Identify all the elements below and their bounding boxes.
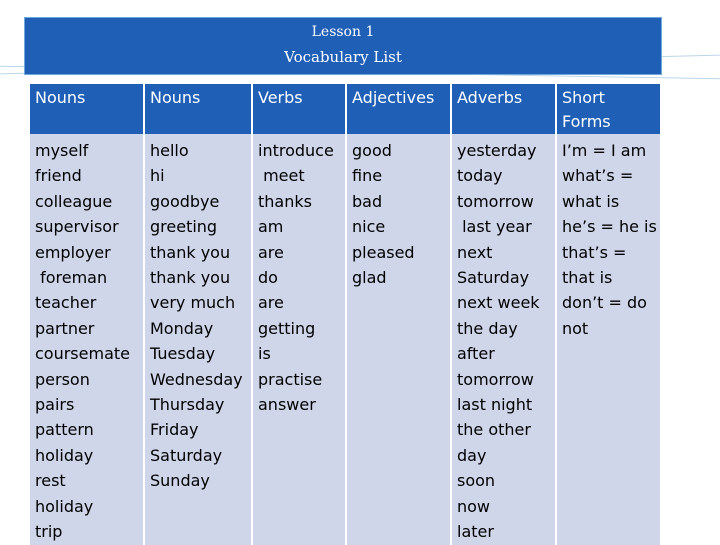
lesson-title: Lesson 1	[311, 24, 375, 40]
word: soon	[457, 471, 496, 491]
word: am	[258, 217, 284, 237]
word: don’t = do	[562, 293, 647, 313]
word: goodbye	[150, 191, 220, 211]
word: Friday	[150, 420, 199, 440]
word: Wednesday	[150, 369, 243, 389]
word: very much	[150, 293, 236, 313]
column-nouns-2	[144, 134, 252, 545]
column-header-adjectives: Adjectives	[346, 84, 451, 134]
word: Monday	[150, 318, 214, 338]
word: Tuesday	[150, 344, 216, 364]
word: holiday	[35, 445, 94, 465]
word: hello	[150, 141, 189, 160]
word: what is	[562, 191, 620, 211]
word: that is	[562, 268, 613, 288]
word: next	[457, 242, 493, 262]
word: foreman	[35, 268, 108, 288]
word: the day	[457, 318, 518, 338]
word: trip	[35, 522, 63, 542]
word: thank you	[150, 268, 231, 288]
word: Saturday	[457, 268, 530, 288]
word: meet	[258, 166, 305, 186]
word: coursemate	[35, 344, 130, 364]
word: last night	[457, 395, 533, 415]
word: the other	[457, 420, 531, 440]
word: after	[457, 344, 495, 364]
word: tomorrow	[457, 191, 534, 211]
word: what’s =	[562, 166, 634, 186]
word: I’m = I am	[562, 141, 647, 160]
word: thanks	[258, 191, 312, 211]
word: pairs	[35, 395, 75, 415]
word: answer	[258, 395, 316, 415]
word: fine	[352, 166, 383, 186]
word: day	[457, 445, 487, 465]
word: getting	[258, 318, 316, 338]
column-header-verbs: Verbs	[252, 84, 346, 134]
column-header-nouns-1: Nouns	[30, 84, 144, 134]
word: next week	[457, 293, 540, 313]
column-verbs	[252, 134, 346, 545]
word: last year	[457, 217, 532, 237]
word: is	[258, 344, 271, 364]
word: person	[35, 369, 90, 389]
word: are	[258, 293, 284, 313]
word: teacher	[35, 293, 97, 313]
word-row	[30, 134, 660, 545]
word: Thursday	[150, 395, 225, 415]
word: practise	[258, 369, 323, 389]
word: greeting	[150, 217, 218, 237]
word: tomorrow	[457, 369, 534, 389]
column-nouns-1	[30, 134, 144, 545]
word: bad	[352, 191, 383, 211]
word: colleague	[35, 191, 113, 211]
word: introduce	[258, 141, 334, 160]
word: partner	[35, 318, 95, 338]
word: do	[258, 268, 278, 288]
word: now	[457, 496, 491, 516]
header-row	[30, 84, 660, 134]
vocabulary-table	[30, 84, 660, 545]
word: holiday	[35, 496, 94, 516]
vocabulary-list-title: Vocabulary List	[284, 48, 402, 66]
word: friend	[35, 166, 82, 186]
word: are	[258, 242, 284, 262]
word: hi	[150, 166, 165, 186]
word: pattern	[35, 420, 94, 440]
column-header-nouns-2: Nouns	[144, 84, 252, 134]
column-header-adverbs: Adverbs	[451, 84, 556, 134]
word: Sunday	[150, 471, 210, 491]
word: later	[457, 522, 494, 542]
column-adverbs	[451, 134, 556, 545]
column-header-short-forms: Short Forms	[556, 84, 660, 134]
word: that’s =	[562, 242, 627, 262]
word: he’s = he is	[562, 217, 657, 237]
word: yesterday	[457, 141, 537, 160]
word: today	[457, 166, 503, 186]
word: rest	[35, 471, 66, 491]
word: Saturday	[150, 445, 223, 465]
word: nice	[352, 217, 386, 237]
word: glad	[352, 268, 387, 288]
column-short-forms	[556, 134, 660, 545]
word: pleased	[352, 242, 415, 262]
word: myself	[35, 141, 89, 160]
column-adjectives	[346, 134, 451, 545]
word: supervisor	[35, 217, 119, 237]
word: not	[562, 318, 589, 338]
title-banner	[25, 18, 661, 74]
word: thank you	[150, 242, 231, 262]
word: good	[352, 141, 392, 160]
word: employer	[35, 242, 111, 262]
